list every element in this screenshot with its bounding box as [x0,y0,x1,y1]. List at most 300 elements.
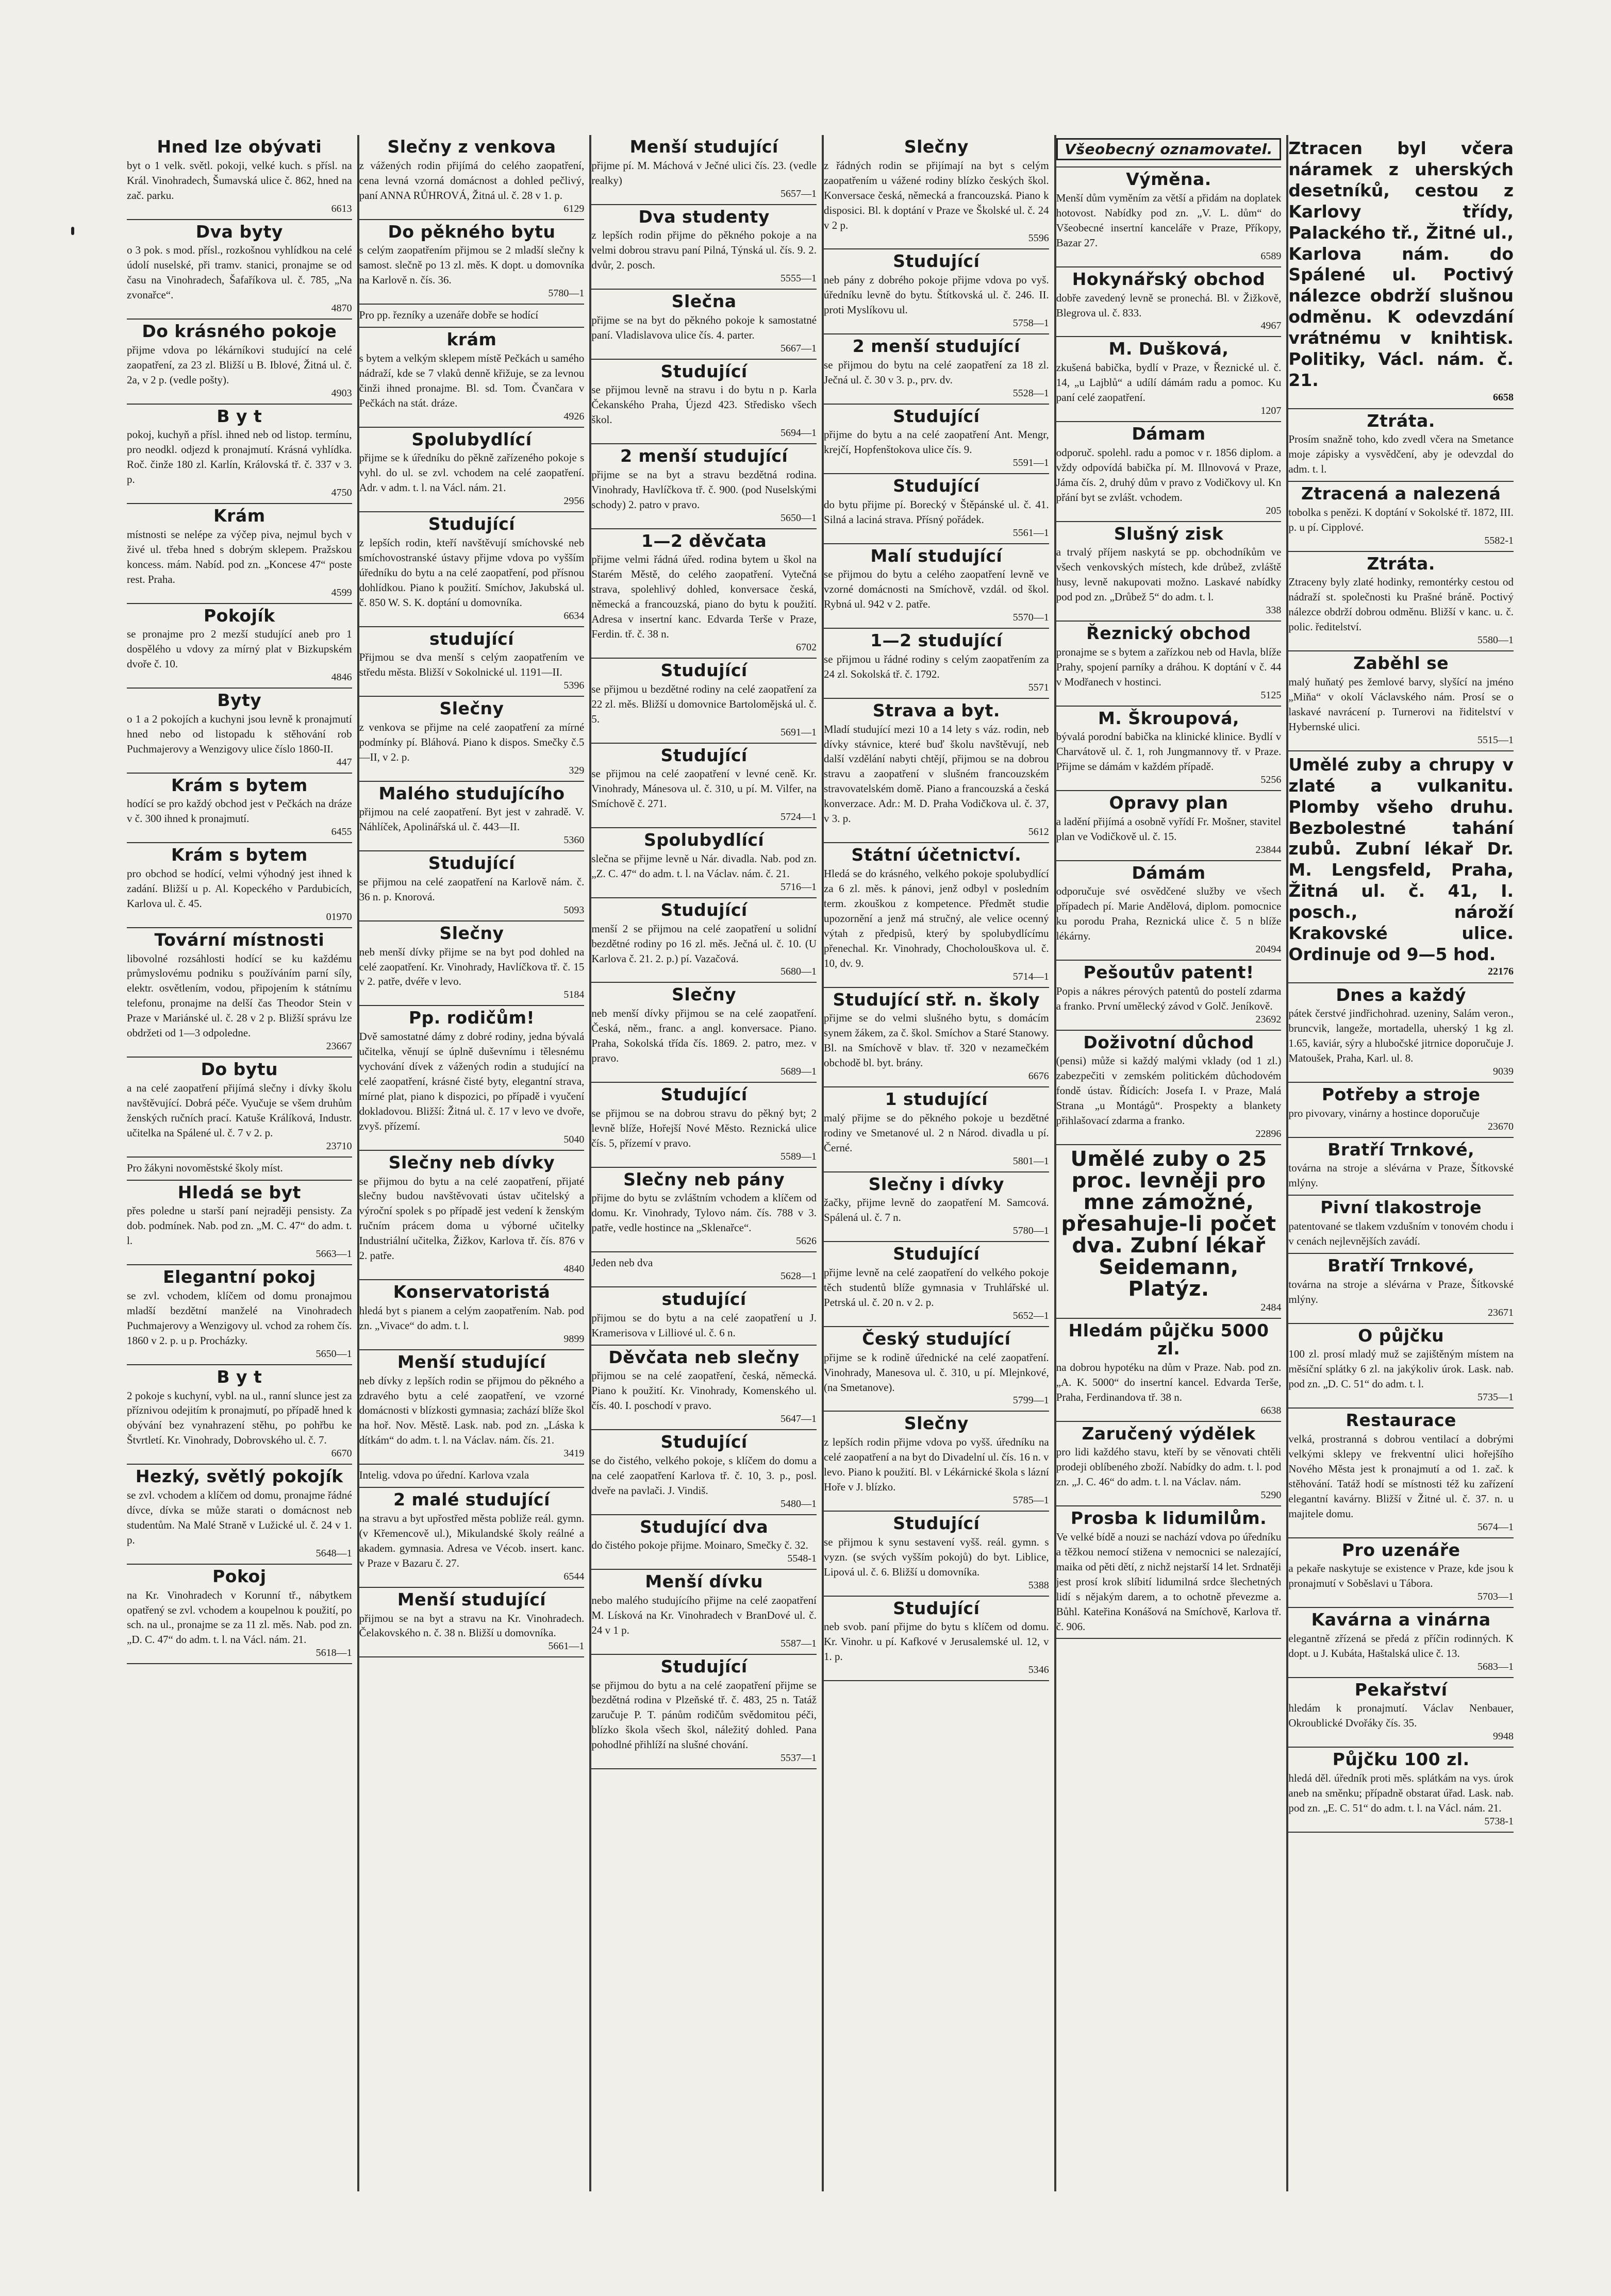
ad-heading: O půjčku [1358,1325,1444,1346]
ad-code: 6589 [1260,250,1282,262]
ad-body: přijme vdova po lékárníkovi studující na celé zaopatření, za 23 zl. Bližší u B. Iblové, Žitná ul. č. 2a, v 2 p. (vedle pošty). [127,343,352,386]
ad-heading: Studující [660,1432,748,1452]
ad-body: libovolné rozsáhlosti hodící se ku každému průmyslovému podniku s používáním parní síly, elektr. osvětlením, vodou, připojením k státnímu telefonu, pronajme na delší čas Theodor Stein v Praze v Mariánské ul. č. 28 v 2 p. Bližší správu lze obdržeti od 1—3 odpoledne. [127,952,352,1040]
ad-heading: Studující [428,514,516,534]
classified-ad [127,604,352,689]
classified-ad [591,205,817,290]
ad-heading: Doživotní důchod [1083,1032,1254,1052]
classified-ad [1056,422,1282,522]
ad-heading: Malí studující [870,545,1003,566]
ad-code: 447 [336,756,352,768]
classified-ad [591,744,817,829]
ad-heading: 2 menší studující [620,446,788,466]
classified-ad [359,512,585,627]
ad-code: 5515—1 [1477,734,1514,746]
ad-body: z lepších rodin, kteří navštěvují smíchovské neb smíchovostranské ústavy přijme vdova po vyšším úředníku do bytu a na celé zaopatření, pod přísnou dohlídkou. Piano k použití. Smíchov, Jakubská ul. č. 850 W. S. K. doptání u domovníka. [359,536,585,609]
ad-body: se přijmou u bezdětné rodiny na celé zaopatření za 22 zl. měs. Bližší u domovnice Bartolomějská ul. č. 5. [591,682,817,725]
ad-heading: 1—2 děvčata [641,530,767,551]
ad-body: přijme velmi řádná úřed. rodina bytem u škol na Starém Městě, do celého zaopatření. Vytečná strava, spolehlivý dohled, konversace česká, německá a francouzská, piano do bytu k použití. Adresa v insertní kanc. Edvarda Terše v Praze, Ferdin. tř. č. 38 n. [591,553,817,641]
classified-ad [1288,1678,1514,1748]
classified-ad [1288,1608,1514,1678]
ad-heading: Studující [660,1656,748,1677]
ad-heading: Studující [660,745,748,765]
classified-ad [127,843,352,928]
classified-ad [591,898,817,983]
ad-code: 5256 [1260,774,1282,786]
ad-body: Mladí studující mezi 10 a 14 lety s váz. rodin, neb dívky stávnice, které buď školu navštěvují, neb další vzdělání nabyti chtějí, přijmou se na dobrou stravu a zaopatření v slušném francouzském stravovatelském domě. Piano a francouzská a česká konverzace. Adr.: M. D. Praha Vodičkova ul. č. 37, v 3. p. [824,723,1049,825]
ad-code: 5587—1 [780,1637,817,1649]
ad-body: 2 pokoje s kuchyní, vybl. na ul., ranní slunce jest za příznivou odejitím k pronajmutí, po případě hned k obývání bez vynahrazení stěhu, po pohřbu ke Štvrtletí. Kr. Vinohrady, Dobrovského ul. č. 7. [127,1389,352,1447]
ad-body: dobře zavedený levně se pronechá. Bl. v Žižkově, Blegrova ul. č. 833. [1056,291,1282,319]
ad-code: 6658 [1493,391,1514,403]
ad-body: přijmou se na celé zaopatření, česká, německá. Piano k použití. Kr. Vinohrady, Komenského ul. čís. 40. I. poschodí v pravo. [591,1369,817,1412]
ad-body: se přijmou levně na stravu i do bytu n p. Karla Čekanského Praha, Újezd 423. Středisko všech škol. [591,383,817,426]
ad-heading: Slečny z venkova [387,137,556,157]
ad-heading: Studující [428,853,516,874]
ad-code: 5738-1 [1484,1815,1514,1827]
ad-code: 23670 [1488,1120,1514,1132]
ad-body: přijme se do velmi slušného bytu, s domácím synem žákem, za č. škol. Smíchov a Staré Stanowy. Bl. na Smíchově v blav. tř. 320 v nezamečkém obchodě bl. byt. brány. [824,1012,1049,1069]
ad-heading: Pro uzenáře [1341,1539,1460,1560]
classified-ad [824,1087,1049,1172]
classified-ad [1288,1138,1514,1196]
classified-ad [359,305,585,328]
ad-heading: Pivní tlakostroje [1320,1197,1482,1218]
ad-code: 5667—1 [780,342,817,354]
ad-heading: Kavárna a vinárna [1311,1610,1491,1630]
classified-ad [1288,1196,1514,1254]
ad-body: (pensi) může si každý malými vklady (od 1 zl.) zabezpečiti v zemském politickém důchodovém fondě ústav. Řídicích: Josefa I. v Praze, Malá Strana „u Montágů“. Prospekty a blankety přihlašovací zdarma a franko. [1056,1054,1282,1127]
classified-ad [1056,1506,1282,1639]
ad-body: přijme levně na celé zaopatření do velkého pokoje těch studentů blíže gymnasia v Truhlářské ul. Petrská ul. č. 20 n. v 2. p. [824,1266,1049,1309]
ad-code: 5785—1 [1012,1494,1049,1506]
ad-body: z řádných rodin se přijímají na byt s celým zaopatřením u vážené rodiny blízko českých škol. Konversace česká, německá a francouzská. Piano k disposici. Bl. k doptání v Praze ve Školské ul. č. 24 v 2 p. [824,159,1049,231]
ad-code: 22176 [1488,965,1514,977]
classified-ad [1288,651,1514,751]
classified-ad [591,1655,817,1769]
col-5 [1056,135,1289,2191]
ad-heading: Slušný zisk [1114,523,1224,544]
ad-body: se přijmou do bytu a na celé zaopatření přijme se bezdětná rodina v Plzeňské tř. č. 483, 25 n. Tatáž zaručuje P. T. pánům rodičům svědomitou péči, blízko škola všech škol, náležitý dohled. Pana pohodlné přihlíží na slušné chování. [591,1679,817,1751]
classified-ad [1288,482,1514,552]
ad-heading: Dámam [1132,424,1206,444]
classified-ad [824,1512,1049,1597]
classified-ad [1288,1748,1514,1833]
ad-code: 4926 [563,410,585,422]
ad-code: 4840 [563,1263,585,1275]
ad-code: 5780—1 [1012,1225,1049,1237]
col-4 [824,135,1056,2191]
ad-body: a na celé zaopatření přijímá slečny i dívky školu navštěvující. Dobrá péče. Vyučuje se všem druhům ženských ručních prací. Katuše Králíková, Industr. učitelka na Spálené ul. č. 7 v 2. p. [127,1081,352,1139]
ad-display-text: Umělé zuby a chrupy v zlaté a vulkanitu. Plomby všeho druhu. Bezbolestné tahání zubů. Zubní lékař Dr. M. Lengsfeld, Praha, Žitná ul. č. 41, I. posch., nároží Krakovské ulice. Ordinuje od 9—5 hod. [1288,754,1514,964]
ad-body: přijmou se na byt a stravu na Kr. Vinohradech. Čelakovského n. č. 38 n. Bližší u domovníka. [359,1612,585,1639]
ad-body: přijme se na byt do pěkného pokoje k samostatné paní. Vladislavova ulice čís. 4. parter. [591,313,817,341]
ad-code: 5714—1 [1012,970,1049,982]
ad-code: 5650—1 [315,1348,352,1360]
ad-code: 5125 [1260,689,1282,701]
ad-code: 5571 [1028,681,1049,693]
ad-display-text: Ztracen byl včera náramek z uherských desetníků, cestou z Karlovy třídy, Palackého tř., Žitné ul., Karlova nám. do Spálené ul. Poctivý nálezce obdrží slušnou odměnu. K odevzdání vrátnému v knihtisk. Politiky, Václ. nám. č. 21. [1288,138,1514,390]
ad-body: Popis a nákres pérových patentů do postelí zdarma a franko. První umělecký závod v Golč. Jeníkově. [1056,984,1282,1012]
ad-body: pro lidi každého stavu, kteří by se věnovati chtěli prodeji oblíbeného zboží. Nabídky do adm. t. l. pod zn. „J. C. 46“ do adm. t. l. na Václav. nám. [1056,1446,1282,1488]
ad-code: 5548-1 [787,1553,817,1565]
ad-code: 6613 [331,203,352,214]
ad-heading: Slečna [671,291,737,312]
ad-code: 5683—1 [1477,1661,1514,1672]
classified-ad [591,135,817,205]
ad-code: 5570—1 [1012,612,1049,624]
ad-heading: Český studující [862,1328,1011,1349]
ad-heading: Slečny [672,984,737,1005]
classified-ad [1056,961,1282,1031]
ad-heading: Menší dívku [645,1571,763,1592]
ad-code: 5657—1 [780,188,817,199]
ad-code: 6702 [796,642,817,653]
ad-code: 5093 [563,904,585,916]
classified-ad [359,1006,585,1150]
ad-body: nebo malého studujícího přijme na celé zaopatření M. Lísková na Kr. Vinohradech v BranDové ul. č. 24 v 1 p. [591,1594,817,1636]
ad-body: přijme se na byt a stravu bezdětná rodina. Vinohrady, Havlíčkova tř. č. 900. (pod Nuselskými schody) 2. patro v pravo. [591,468,817,511]
classified-ad [824,1597,1049,1682]
ad-heading: Studující stř. n. školy [833,989,1040,1010]
ad-code: 6676 [1028,1070,1049,1082]
ad-code: 9948 [1493,1731,1514,1742]
classified-ad [1288,751,1514,983]
classified-ad [824,1172,1049,1243]
classified-ad [127,1265,352,1365]
ad-body: Dvě samostatné dámy z dobré rodiny, jedna bývalá učitelka, věnují se úplně duševnímu i tělesnému vychování dívek z vážených rodin a studující na celé zaopatření, krásné čisté byty, elegantní strava, mírné plat, piano k dispozici, po případě i vyučení dokladovou. Bližší: Žitná ul. č. 17 v levo ve dvoře, zvyš. přízemí. [359,1030,585,1132]
ad-body: neb dívky z lepších rodin se přijmou do pěkného a zdravého bytu a celé zaopatření, ve vzorné domácnosti v blízkosti gymnasia; zachází blíže škol na hoř. Nov. Městě. Lask. nab. pod zn. „Láska k dítkám“ do adm. t. l. na Václav. nám. čís. 21. [359,1374,585,1447]
ad-heading: Elegantní pokoj [163,1267,316,1287]
ad-heading: Zaběhl se [1353,653,1449,674]
ad-code: 5290 [1260,1489,1282,1501]
ad-body: přijme do bytu se zvláštním vchodem a klíčem od domu. Kr. Vinohrady, Tylovo nám. čís. 788 v 3. patře, vedle hostince na „Sklenařce“. [591,1192,817,1234]
ad-heading: Spolubydlící [411,429,532,449]
ad-heading: Do pěkného bytu [388,221,556,242]
ad-body: na dobrou hypotéku na dům v Praze. Nab. pod zn. „A. K. 5000“ do insertní kancel. Edvarda Terše, Praha, Ferdinandova tř. 38 n. [1056,1361,1282,1403]
classified-ad [359,697,585,782]
ad-body: a pekaře naskytuje se existence v Praze, kde jsou k pronajmutí v Soběslavi u Tábora. [1288,1562,1514,1590]
classified-ad [1056,167,1282,267]
ad-code: 5388 [1028,1579,1049,1591]
ad-body: se přijmou na celé zaopatření v levné ceně. Kr. Vinohrady, Mánesova ul. č. 310, u pí. M. Vilfer, na Smíchově č. 271. [591,767,817,810]
classified-ad [127,1058,352,1158]
classified-ad [359,1280,585,1350]
ad-body: na Kr. Vinohradech v Korunní tř., nábytkem opatřený se zvl. vchodem a koupelnou k použití, po sch. na ul., pronajme se za 11 zl. měs. Nab. pod zn. „D. C. 47“ do adm. t. l. na Václ. nám. 21. [127,1588,352,1646]
classified-ad [591,1515,817,1570]
ad-heading: Řeznický obchod [1086,623,1251,644]
margin-mark [71,227,74,235]
ad-body: Hledá se do krásného, velkého pokoje spolubydlící za 6 zl. měs. k pánovi, jenž odbyl v posledním term. zkouškou z kompetence. Předmět studie upozornění a jenž má stručný, ale velice ocenný výtah z předpisů, který by spolubydlícímu přenechal. Kr. Vinohrady, Chocholouškova ul. č. 10, dv. 9. [824,867,1049,969]
ad-code: 338 [1266,605,1282,616]
ad-body: s bytem a velkým sklepem místě Pečkách u samého nádraží, kde se 7 vlaků denně křižuje, se za levnou činži ihned pronajme. Bl. sd. Tom. Čvančara v Pečkách na stát. dráze. [359,351,585,409]
classified-ad [1056,267,1282,338]
ad-code: 23844 [1255,844,1282,856]
ad-code: 23671 [1488,1306,1514,1318]
classified-ad [1056,337,1282,422]
col-2 [359,135,592,2191]
ad-body: s celým zaopatřením přijmou se 2 mladší slečny k samost. slečně po 13 zl. měs. K dopt. u domovníka na Karlově n. čís. 36. [359,244,585,287]
ad-body: elegantně zřízená se předá z příčin rodinných. K dopt. u J. Kubáta, Haštalská ulice č. 13. [1288,1632,1514,1660]
ad-heading: Restaurace [1346,1410,1456,1431]
ad-heading: Hezký, světlý pokojík [135,1466,343,1487]
ad-body: do bytu přijme pí. Borecký v Štěpánské ul. č. 41. Silná a laciná strava. Přísný pořádek. [824,498,1049,526]
classified-ad [127,320,352,405]
ad-code: 5716—1 [780,881,817,893]
ad-heading: Zaručený výdělek [1082,1423,1256,1444]
ad-heading: Hledám půjčku 5000 zl. [1068,1320,1269,1359]
ad-code: 5561—1 [1012,527,1049,539]
classified-ad [359,1488,585,1588]
ad-code: 20494 [1255,944,1282,956]
ad-heading: studující [429,628,514,649]
ad-code: 1207 [1260,405,1282,417]
ad-heading: Bratří Trnkové, [1327,1139,1475,1160]
ad-body: odporuč. spolehl. radu a pomoc v r. 1856 diplom. a vždy odpovídá babička pí. M. Illnovová v Praze, Jáma čís. 2, druhý dům v pravo z Vodičkovy ul. Kn přání byt se zvlášt. vchodem. [1056,446,1282,504]
ad-heading: Půjčku 100 zl. [1332,1749,1470,1770]
ad-code: 5528—1 [1012,387,1049,399]
ad-heading: krám [446,329,497,350]
classified-ad [359,921,585,1007]
ad-heading: Státní účetnictví. [851,845,1022,865]
classified-ad [359,782,585,852]
ad-body: z lepších rodin přijme do pěkného pokoje a na velmi dobrou stravu paní Pilná, Týnská ul. čís. 9. 2. dvůr, 2. posch. [591,229,817,272]
ad-code: 4967 [1260,320,1282,332]
classified-ad [591,659,817,744]
ad-body: přijmou na celé zaopatření. Byt jest v zahradě. V. Náhlíček, Apolinářská ul. č. 443—II. [359,806,585,833]
classified-ad [824,135,1049,249]
ad-code: 5040 [563,1133,585,1145]
ad-heading: Prosba k lidumilům. [1070,1508,1267,1529]
ad-code: 5801—1 [1012,1155,1049,1167]
col-1 [127,135,359,2191]
ad-heading: Strava a byt. [872,700,1000,720]
ad-code: 23667 [326,1041,352,1052]
ad-code: 6455 [331,826,352,838]
ad-code: 5703—1 [1477,1591,1514,1603]
ad-code: 9039 [1493,1066,1514,1078]
ad-body: přijmou se do bytu a na celé zaopatření u J. Kramerisova v Lilliové ul. č. 6 n. [591,1311,817,1339]
ad-body: malý přijme se do pěkného pokoje u bezdětné rodiny ve Smetanové ul. 2 n Národ. divadla u pí. Černé. [824,1111,1049,1154]
ad-heading: Studující [660,899,748,920]
ad-code: 6129 [563,203,585,214]
ad-heading: B y t [217,406,262,426]
classified-ad [824,843,1049,987]
ad-code: 6670 [331,1448,352,1460]
classified-ad [127,1181,352,1266]
ad-code: 5626 [796,1235,817,1247]
ad-code: 6634 [563,610,585,622]
classified-ad [591,444,817,529]
ad-heading: Slečny [439,923,504,943]
ad-code: 5648—1 [315,1547,352,1559]
ad-code: 5663—1 [315,1248,352,1260]
classified-ad [1288,1538,1514,1608]
classified-ad [1288,552,1514,652]
ad-heading: Studující [893,1598,980,1618]
classified-ad [127,220,352,320]
classified-ad [127,1465,352,1565]
ad-heading: Studující [893,406,980,426]
classified-ad [359,1350,585,1465]
ad-heading: Tovární místnosti [154,929,325,950]
classified-ad [359,1465,585,1488]
ad-heading: Menší studující [397,1351,546,1372]
ad-body: hledá děl. úředník proti měs. splátkám na vys. úrok aneb na směnku; případně obstarat úřad. Lask. nab. pod zn. „E. C. 51“ do adm. t. l. na Václ. nám. 21. [1288,1771,1514,1814]
ad-code: 5758—1 [1012,317,1049,329]
ad-heading: Krám [213,506,265,526]
classified-ad [1056,707,1282,792]
ad-heading: Dva byty [195,221,283,242]
ad-heading: Studující [893,476,980,496]
ad-body: odporučuje své osvědčené služby ve všech případech pí. Marie Andělová, diplom. pomocnice ku porodu Praha, Reznická ulice č. 5 n blíže lékárny. [1056,885,1282,943]
ad-body: se přijmou do bytu na celé zaopatření za 18 zl. Ječná ul. č. 30 v 3. p., prv. dv. [824,358,1049,386]
classified-ad [824,1242,1049,1327]
ad-heading: Hokynářský obchod [1072,269,1266,289]
classified-ad [1056,1319,1282,1421]
ad-body: Menší dům vyměním za větší a přidám na doplatek hotovost. Nabídky pod zn. „V. L. dům“ do Všeobecné insertní kanceláře v Praze, Příkopy, Bazar 27. [1056,192,1282,249]
ad-code: 5674—1 [1477,1521,1514,1533]
ad-body: neb pány z dobrého pokoje přijme vdova po vyš. úředníku levně do bytu. Štítkovská ul. č. 246. II. proti Myslíkovu ul. [824,274,1049,316]
ad-code: 5780—1 [548,288,585,299]
classified-ad [359,851,585,921]
ad-body: patentované se tlakem vzdušním v tonovém chodu i v cenách nejlevnějších zavádí. [1288,1220,1514,1247]
ad-heading: Opravy plan [1109,793,1228,813]
classified-ad [1288,1254,1514,1324]
ad-heading: Ztracená a nalezená [1301,483,1501,504]
ad-body: přijme se k rodině úřednické na celé zaopatření. Vinohrady, Manesova ul. č. 310, u pí. Mlejnkové, (na Smetanove). [824,1351,1049,1394]
ad-body: neb menší dívky přijmou se na celé zaopatření. Česká, něm., franc. a angl. konversace. Piano. Praha, Sokolská třída čís. 1869. 2. patro, mez. v pravo. [591,1007,817,1065]
col-6 [1288,135,1519,2191]
ad-code: 5650—1 [780,512,817,524]
ad-body: se přijmou se na dobrou stravu do pěkný byt; 2 levně blíže, Hořejší Nové Město. Reznická ulice čís. 5, přízemí v pravo. [591,1107,817,1149]
ad-heading: 2 malé studující [393,1489,550,1510]
ad-heading: Hned lze obývati [157,137,322,157]
ad-heading: Pekařství [1354,1679,1448,1700]
ad-code: 3419 [563,1448,585,1460]
ad-heading: Umělé zuby o 25 proc. levněji pro mne zámožné, přesahuje-li počet dva. Zubní lékař Seidemann, Platýz. [1061,1147,1276,1301]
ad-heading: 1—2 studující [870,630,1003,651]
ad-heading: Ztráta. [1367,553,1435,574]
classified-ad [127,928,352,1058]
ad-body: pátek čerstvé jindřichohrad. uzeniny, Salám veron., bruncvik, langeže, mortadella, uherský 1 kg zl. 1.65, kaviár, sýry a hlubočské jitrnice doporučuje J. Matoušek, Praha, Karl. ul. 8. [1288,1007,1514,1065]
classified-ad [591,828,817,898]
ad-body: 100 zl. prosí mladý muž se zajištěným místem na měsíční splátky 6 zl. na jakýkoliv úrok. Lask. nab. pod zn. „D. C. 51“ do adm. t. l. [1288,1348,1514,1390]
ad-code: 6638 [1260,1404,1282,1416]
ad-heading: Dnes a každý [1336,984,1467,1005]
classified-ad [591,1287,817,1346]
ad-heading: M. Dušková, [1108,339,1229,359]
ad-code: 5480—1 [780,1498,817,1510]
ad-body: Jeden neb dva [591,1256,653,1269]
ad-heading: Malého studujícího [378,783,565,803]
classified-ad [127,774,352,844]
classified-ad [824,249,1049,334]
ad-heading: Do bytu [201,1059,278,1080]
classified-ad [359,1151,585,1280]
ad-code: 4750 [331,487,352,499]
classified-ad [1288,409,1514,482]
classified-ad [1056,1031,1282,1145]
ad-code: 4846 [331,672,352,683]
classified-ad [359,428,585,513]
ad-body: pronajme se s bytem a zařízkou neb od Havla, blíže Prahy, spojení parníky a dráhou. K doptání v č. 44 v Modřanech v hostinci. [1056,645,1282,688]
classified-ad [591,983,817,1083]
ad-heading: Potřeby a stroje [1321,1084,1481,1105]
ad-code: 5537—1 [780,1752,817,1764]
ad-code: 5661—1 [548,1640,585,1652]
ad-code: 9899 [563,1333,585,1345]
classified-ad [1056,1145,1282,1319]
ad-body: hledám k pronajmutí. Václav Nenbauer, Okroublické Dvořáky čís. 35. [1288,1702,1514,1730]
ad-body: byt o 1 velk. světl. pokoji, velké kuch. s přísl. na Král. Vinohradech, Šumavská ulice č. 862, hned na zač. parku. [127,159,352,202]
ad-body: se přijmou u řádné rodiny s celým zaopatřením za 24 zl. Sokolská tř. č. 1792. [824,652,1049,680]
ad-body: o 3 pok. s mod. přísl., rozkošnou vyhlídkou na celé údolí nuselské, při tramv. stanici, pronajme se od času na Vinohradech, Šafaříkova ul. č. 785, „Na zvonařce“. [127,244,352,301]
classified-ad [824,1412,1049,1512]
ad-code: 4870 [331,303,352,314]
classified-ad [1056,861,1282,961]
ad-body: Ztraceny byly zlaté hodinky, remontérky cestou od nádraží st. společnosti ku Prašné bráně. Poctivý nálezce obdrží dobrou odměnu. Bližší v kanc. u. č. polic. ředitelství. [1288,576,1514,633]
ad-body: přes poledne u starší paní nejraději pensisty. Za dob. podmínek. Nab. pod zn. „M. C. 47“ do adm. t. l. [127,1204,352,1247]
ad-body: neb menší dívky přijme se na byt pod dohled na celé zaopatření. Kr. Vinohrady, Havlíčkova tř. č. 15 v 2. patře, dvéře v levo. [359,945,585,988]
ad-body: továrna na stroje a slévárna v Praze, Šítkovské mlýny. [1288,1162,1514,1189]
ad-code: 5799—1 [1012,1395,1049,1406]
ad-heading: Slečny [904,1413,969,1434]
classified-ad [824,988,1049,1088]
classified-ad [359,1588,585,1658]
ad-code: 5628—1 [780,1270,817,1282]
classified-ad [591,1083,817,1168]
ad-body: pro obchod se hodící, velmi výhodný jest ihned k zadání. Bližší u p. Al. Kopeckého v Pardubicích, Karlova ul. č. 45. [127,867,352,910]
ad-heading: Krám s bytem [171,845,308,865]
ad-heading: Pokojík [204,605,275,626]
classified-ad [359,328,585,428]
ad-heading: Výměna. [1126,169,1211,190]
ad-code: 2956 [563,495,585,507]
classified-ad [591,1252,817,1287]
ad-heading: Děvčata neb slečny [608,1347,800,1367]
classified-ad [591,529,817,659]
ad-code: 6544 [563,1570,585,1582]
ad-heading: Do krásného pokoje [142,321,337,342]
ad-code: 5647—1 [780,1413,817,1425]
classified-ad [591,1570,817,1655]
ad-code: 5694—1 [780,427,817,439]
ad-heading: Pokoj [212,1566,267,1586]
classified-ad [591,1346,817,1431]
ad-heading: Studující [660,1084,748,1104]
ad-code: 5689—1 [780,1065,817,1077]
col-3 [591,135,824,2191]
classified-ad [1056,622,1282,707]
ad-body: zkušená babička, bydlí v Praze, v Řeznické ul. č. 14, „u Lajblů“ a udílí dámám radu a pomoc. Ku paní celé zaopatření. [1056,361,1282,404]
ad-heading: Studující dva [640,1516,769,1537]
classified-ad [824,334,1049,405]
ad-body: se zvl. vchodem, klíčem od domu pronajmou mladší bezdětní manželé na Vinohradech Puchmajerovy a Wenzigovy ul. vchod za rohem čís. 1860 v 2. p. u p. Procházky. [127,1289,352,1347]
ad-heading: Pp. rodičům! [408,1008,535,1028]
ad-heading: Slečny i dívky [868,1174,1004,1194]
ad-heading: Dámám [1132,862,1206,883]
classified-ad [127,689,352,774]
ad-heading: Spolubydlící [644,830,765,850]
ad-body: se zvl. vchodem a klíčem od domu, pronajme řádné dívce, dívka se může starati o domácnost neb studentům. Na Malé Straně v Lužické ul. č. 24 v 1. p. [127,1489,352,1546]
ad-body: z vážených rodin přijímá do celého zaopatření, cena levná vzorná domácnost a dohled pečlivý, paní ANNA RŮHROVÁ, Žitná ul. č. 28 v 1. p. [359,159,585,202]
ad-code: 205 [1266,505,1282,516]
ad-heading: Menší studující [397,1589,546,1610]
ad-body: bývalá porodní babička na klinické klinice. Bydlí v Charvátově ul. č. 1, roh Jungmannovy tř. v Praze. Přijme se dámám v každém případě. [1056,730,1282,773]
ad-code: 5735—1 [1477,1392,1514,1403]
ad-body: Pro žákyni novoměstské školy míst. [127,1161,283,1174]
